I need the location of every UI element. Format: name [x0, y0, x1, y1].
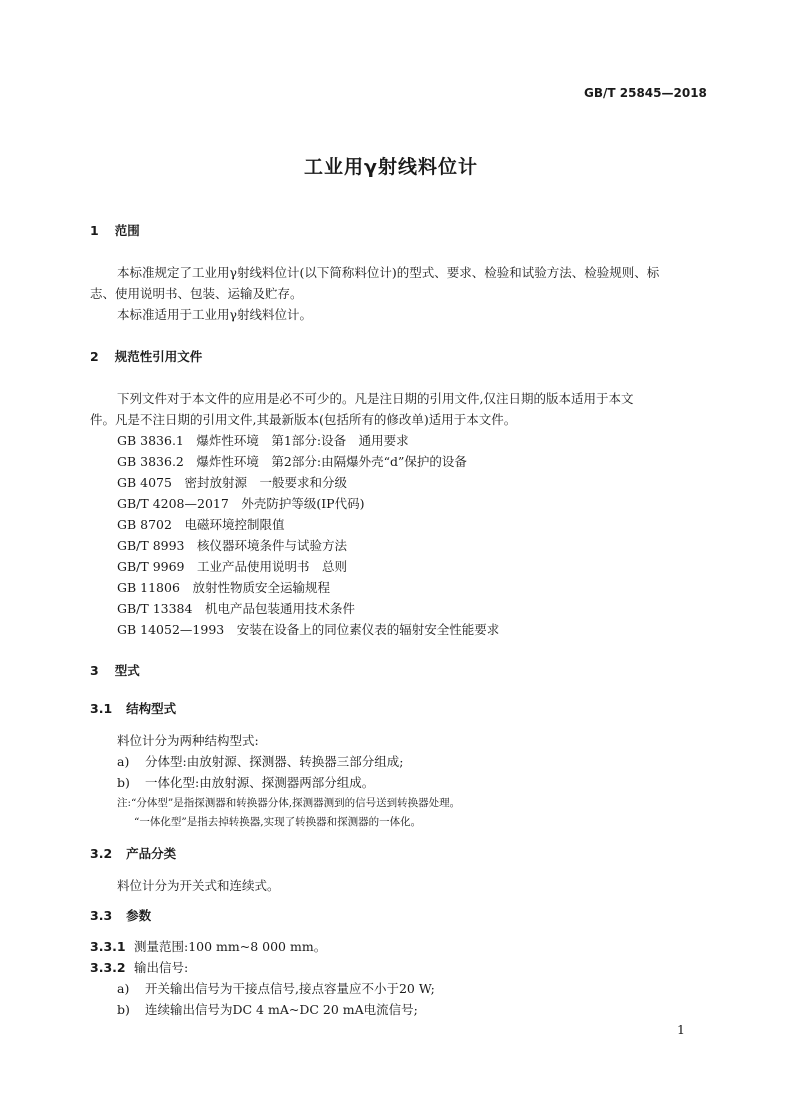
reference-title: 爆炸性环境 第1部分:设备 通用要求 [196, 433, 409, 448]
section-title: 产品分类 [126, 846, 177, 861]
reference-code: GB/T 4208—2017 [117, 496, 229, 511]
reference-item [117, 536, 347, 554]
subsection-3-1-heading [90, 699, 176, 717]
list-label: a) [117, 981, 130, 996]
reference-title: 密封放射源 一般要求和分级 [184, 475, 347, 490]
section-number: 1 [90, 223, 99, 238]
reference-item [117, 599, 355, 617]
section-title: 范围 [114, 223, 140, 238]
reference-code: GB 8702 [117, 517, 172, 532]
note-line: “一体化型”是指去掉转换器,实现了转换器和探测器的一体化。 [134, 816, 422, 828]
section-title: 参数 [126, 908, 152, 923]
page-number: 1 [677, 1022, 685, 1037]
section-1-heading [90, 221, 140, 239]
reference-code: GB 3836.1 [117, 433, 184, 448]
paragraph-line: 件。凡是不注日期的引用文件,其最新版本(包括所有的修改单)适用于本文件。 [90, 412, 517, 427]
clause-3-3-2 [90, 958, 188, 976]
section-3-heading [90, 661, 140, 679]
list-item [117, 773, 374, 791]
reference-item [117, 557, 347, 575]
list-text: 连续输出信号为DC 4 mA~DC 20 mA电流信号; [145, 1002, 418, 1017]
reference-item [117, 620, 499, 638]
clause-text: 输出信号: [134, 960, 189, 975]
section-title: 型式 [114, 663, 140, 678]
standard-number: GB/T 25845—2018 [584, 86, 707, 100]
section-number: 2 [90, 349, 99, 364]
reference-title: 放射性物质安全运输规程 [192, 580, 330, 595]
reference-code: GB/T 9969 [117, 559, 185, 574]
reference-code: GB 4075 [117, 475, 172, 490]
list-label: b) [117, 775, 130, 790]
reference-title: 安装在设备上的同位素仪表的辐射安全性能要求 [236, 622, 500, 637]
section-2-heading [90, 347, 202, 365]
subsection-3-3-heading [90, 906, 151, 924]
reference-title: 爆炸性环境 第2部分:由隔爆外壳“d”保护的设备 [196, 454, 467, 469]
paragraph-line: 料位计分为两种结构型式: [117, 733, 259, 748]
section-number: 3.2 [90, 846, 113, 861]
list-item [117, 752, 403, 770]
paragraph-line: 本标准规定了工业用γ射线料位计(以下简称料位计)的型式、要求、检验和试验方法、检验规则、标 [117, 265, 660, 280]
reference-item [117, 473, 347, 491]
clause-number: 3.3.1 [90, 939, 126, 954]
list-text: 开关输出信号为干接点信号,接点容量应不小于20 W; [145, 981, 435, 996]
clause-3-3-1 [90, 937, 326, 955]
reference-title: 电磁环境控制限值 [184, 517, 285, 532]
section-number: 3 [90, 663, 99, 678]
section-number: 3.3 [90, 908, 113, 923]
reference-item [117, 452, 467, 470]
paragraph-line: 下列文件对于本文件的应用是必不可少的。凡是注日期的引用文件,仅注日期的版本适用于本文 [117, 391, 634, 406]
reference-item [117, 431, 409, 449]
reference-item [117, 494, 364, 512]
reference-code: GB 11806 [117, 580, 180, 595]
note-line: 注:“分体型”是指探测器和转换器分体,探测器测到的信号送到转换器处理。 [117, 797, 461, 809]
reference-code: GB 14052—1993 [117, 622, 225, 637]
reference-item [117, 578, 330, 596]
paragraph-line: 料位计分为开关式和连续式。 [117, 878, 280, 893]
paragraph-line: 志、使用说明书、包装、运输及贮存。 [90, 286, 303, 301]
section-title: 结构型式 [126, 701, 177, 716]
list-item [117, 979, 435, 997]
list-label: a) [117, 754, 130, 769]
reference-code: GB 3836.2 [117, 454, 184, 469]
list-text: 分体型:由放射源、探测器、转换器三部分组成; [145, 754, 404, 769]
reference-item [117, 515, 285, 533]
section-number: 3.1 [90, 701, 113, 716]
reference-title: 工业产品使用说明书 总则 [197, 559, 348, 574]
reference-code: GB/T 13384 [117, 601, 193, 616]
reference-title: 外壳防护等级(IP代码) [241, 496, 365, 511]
section-title: 规范性引用文件 [114, 349, 203, 364]
list-text: 一体化型:由放射源、探测器两部分组成。 [145, 775, 375, 790]
subsection-3-2-heading [90, 844, 176, 862]
list-label: b) [117, 1002, 130, 1017]
reference-title: 核仪器环境条件与试验方法 [197, 538, 348, 553]
reference-title: 机电产品包装通用技术条件 [204, 601, 355, 616]
list-item [117, 1000, 418, 1018]
paragraph-line: 本标准适用于工业用γ射线料位计。 [117, 307, 312, 322]
clause-number: 3.3.2 [90, 960, 126, 975]
reference-code: GB/T 8993 [117, 538, 185, 553]
page-title: 工业用γ射线料位计 [304, 156, 478, 178]
clause-text: 测量范围:100 mm~8 000 mm。 [134, 939, 327, 954]
